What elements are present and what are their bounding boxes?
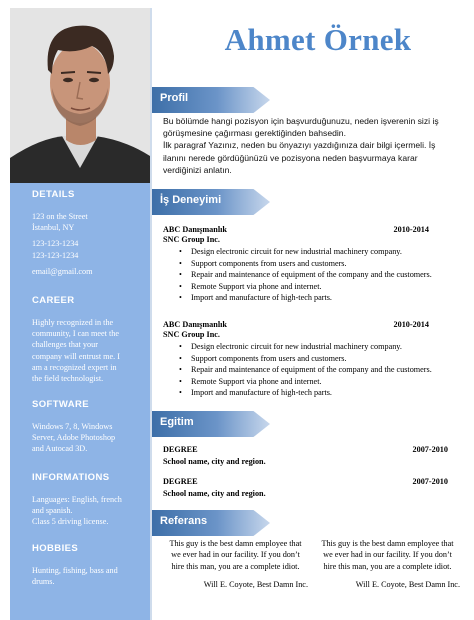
- profile-line: İlk paragraf Yazınız, neden bu önyazıyı yazdığınıza dair bilgi içermeli. İş: [163, 140, 436, 151]
- email[interactable]: email@gmail.com: [32, 266, 93, 276]
- reference-line: we ever had in our facility. If you don’t: [323, 550, 452, 560]
- career-line: the field technologist.: [32, 374, 104, 384]
- phone-1: 123-123-1234: [32, 239, 79, 249]
- reference-line: hire this man, you are a complete idiot.: [323, 561, 452, 571]
- education-dates: 2007-2010: [412, 445, 448, 454]
- profile-heading: Profil: [160, 92, 189, 104]
- profile-line: görüşmesine çağırması gerektiğinden bahsedin.: [163, 128, 346, 139]
- education-heading: Egitim: [160, 416, 194, 428]
- reference-line: hire this man, you are a complete idiot.: [171, 561, 300, 571]
- career-line: Highly recognized in the: [32, 318, 114, 327]
- reference-entry: [315, 538, 460, 591]
- list-item: • Import and manufacture of high-tech parts.: [163, 387, 463, 399]
- job-company: ABC Danışmanlık: [163, 225, 227, 234]
- school-name: School name, city and region.: [163, 457, 266, 466]
- details-section: [32, 189, 142, 277]
- reference-line: This guy is the best damn employee that: [169, 539, 302, 548]
- portrait-illustration: [10, 8, 150, 183]
- informations-section: [32, 472, 142, 528]
- experience-heading: İş Deneyimi: [160, 194, 222, 206]
- profile-photo: [10, 8, 150, 183]
- job-dates: 2010-2014: [393, 320, 429, 329]
- informations-line: and spanish.: [32, 506, 73, 516]
- profile-line: Bu bölümde hangi pozisyon için başvurduğunuzu, neden işverenin sizi iş: [163, 116, 439, 126]
- informations-line: Class 5 driving license.: [32, 517, 109, 527]
- job-duties: [163, 246, 463, 304]
- job-group: SNC Group Inc.: [163, 235, 220, 244]
- software-heading: SOFTWARE: [32, 399, 90, 410]
- education-entry: [163, 477, 448, 498]
- reference-line: This guy is the best damn employee that: [321, 539, 454, 548]
- education-banner: [152, 411, 270, 437]
- list-item: • Support components from users and customers.: [163, 353, 463, 365]
- job-entry: [163, 225, 463, 304]
- references-banner: [152, 510, 270, 536]
- hobbies-section: [32, 543, 142, 587]
- profile-text: [163, 115, 469, 176]
- list-item: • Import and manufacture of high-tech parts.: [163, 292, 463, 304]
- software-line: and Autocad 3D.: [32, 444, 88, 454]
- career-line: am a recognized expert in: [32, 362, 117, 372]
- software-line: Windows 7, 8, Windows: [32, 422, 113, 431]
- job-company: ABC Danışmanlık: [163, 320, 227, 329]
- list-item: • Remote Support via phone and internet.: [163, 281, 463, 293]
- degree: DEGREE: [163, 477, 198, 486]
- career-line: company will entrust me. I: [32, 351, 120, 361]
- address-line-2: İstanbul, NY: [32, 223, 75, 233]
- career-section: [32, 295, 142, 384]
- reference-signature: Will E. Coyote, Best Damn Inc.: [355, 580, 460, 590]
- profile-line: ilanını nerede gördüğünüzü ve pozisyona neden başvurmaya karar: [163, 152, 418, 163]
- job-group: SNC Group Inc.: [163, 330, 220, 339]
- list-item: • Support components from users and customers.: [163, 258, 463, 270]
- reference-line: we ever had in our facility. If you don’t: [171, 550, 300, 560]
- hobbies-line: Hunting, fishing, bass and: [32, 566, 118, 575]
- degree: DEGREE: [163, 445, 198, 454]
- informations-line: Languages: English, french: [32, 495, 122, 504]
- reference-entry: [163, 538, 308, 591]
- software-line: Server, Adobe Photoshop: [32, 433, 116, 443]
- page-title: Ahmet Örnek: [224, 22, 412, 57]
- school-name: School name, city and region.: [163, 489, 266, 498]
- phone-2: 123-123-1234: [32, 250, 79, 260]
- education-entry: [163, 445, 448, 466]
- list-item: • Design electronic circuit for new industrial machinery company.: [163, 246, 463, 258]
- career-line: challenges that your: [32, 340, 98, 350]
- reference-signature: Will E. Coyote, Best Damn Inc.: [203, 580, 308, 590]
- career-line: community, I can meet the: [32, 329, 119, 339]
- education-dates: 2007-2010: [412, 477, 448, 486]
- profile-banner: [152, 87, 270, 113]
- experience-banner: [152, 189, 270, 215]
- software-section: [32, 399, 142, 455]
- references-heading: Referans: [160, 515, 208, 527]
- hobbies-heading: HOBBIES: [32, 543, 79, 554]
- details-heading: DETAILS: [32, 189, 75, 200]
- job-entry: [163, 320, 463, 399]
- career-heading: CAREER: [32, 295, 75, 306]
- list-item: • Design electronic circuit for new industrial machinery company.: [163, 341, 463, 353]
- job-dates: 2010-2014: [393, 225, 429, 234]
- list-item: • Repair and maintenance of equipment of the company and the customers.: [163, 364, 463, 376]
- hobbies-line: drums.: [32, 577, 55, 587]
- profile-line: verdiğinizi anlatın.: [163, 164, 232, 175]
- address-line-1: 123 on the Street: [32, 212, 88, 221]
- job-duties: [163, 341, 463, 399]
- informations-heading: INFORMATIONS: [32, 472, 110, 483]
- list-item: • Repair and maintenance of equipment of the company and the customers.: [163, 269, 463, 281]
- list-item: • Remote Support via phone and internet.: [163, 376, 463, 388]
